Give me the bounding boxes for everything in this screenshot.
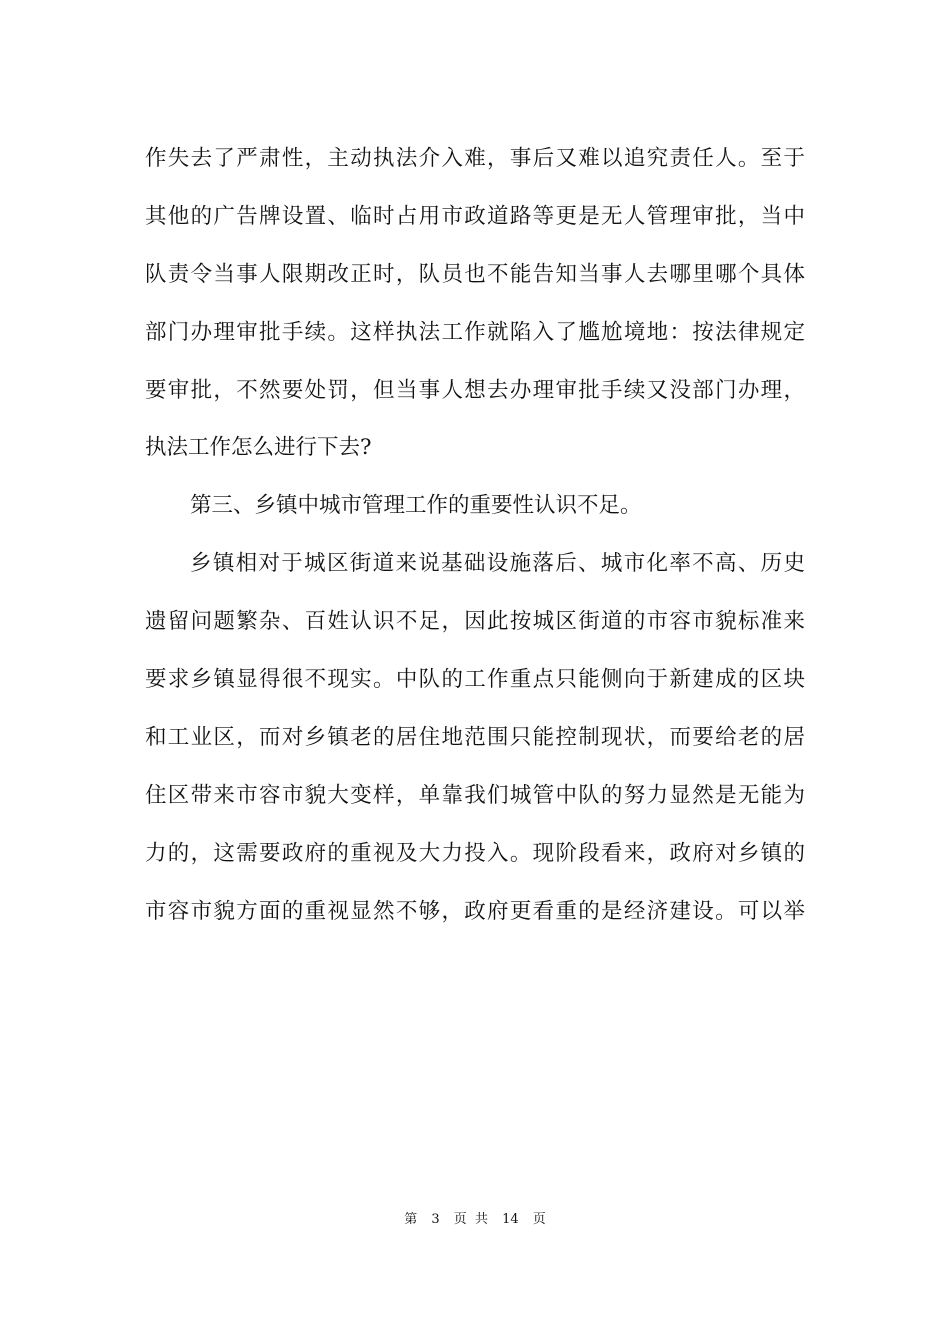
text-line: 其他的广告牌设置、临时占用市政道路等更是无人管理审批，当中 — [145, 203, 805, 229]
text-line: 住区带来市容市貌大变样，单靠我们城管中队的努力显然是无能为 — [145, 782, 805, 808]
text-line: 队责令当事人限期改正时，队员也不能告知当事人去哪里哪个具体 — [145, 261, 805, 287]
text-line: 作失去了严肃性，主动执法介入难，事后又难以追究责任人。至于 — [145, 146, 805, 171]
footer-total-pages: 14 — [502, 1212, 519, 1227]
footer-middle: 页 共 — [453, 1212, 488, 1227]
body-text — [145, 130, 805, 940]
text-line: 要求乡镇显得很不现实。中队的工作重点只能侧向于新建成的区块 — [145, 667, 805, 693]
footer-current-page: 3 — [431, 1212, 440, 1227]
text-line: 乡镇相对于城区街道来说基础设施落后、城市化率不高、历史 — [190, 551, 805, 577]
page-footer — [0, 1208, 950, 1227]
footer-prefix: 第 — [404, 1212, 418, 1227]
text-line: 要审批，不然要处罚，但当事人想去办理审批手续又没部门办理， — [145, 377, 805, 403]
text-line: 部门办理审批手续。这样执法工作就陷入了尴尬境地：按法律规定 — [145, 319, 805, 345]
footer-suffix: 页 — [532, 1212, 546, 1227]
text-line: 市容市貌方面的重视显然不够，政府更看重的是经济建设。可以举 — [145, 898, 805, 924]
text-line: 力的，这需要政府的重视及大力投入。现阶段看来，政府对乡镇的 — [145, 840, 805, 866]
text-line: 执法工作怎么进行下去? — [145, 435, 372, 461]
text-line: 和工业区，而对乡镇老的居住地范围只能控制现状，而要给老的居 — [145, 724, 805, 750]
section-heading: 第三、乡镇中城市管理工作的重要性认识不足。 — [190, 493, 642, 519]
text-line: 遗留问题繁杂、百姓认识不足，因此按城区街道的市容市貌标准来 — [145, 609, 805, 635]
